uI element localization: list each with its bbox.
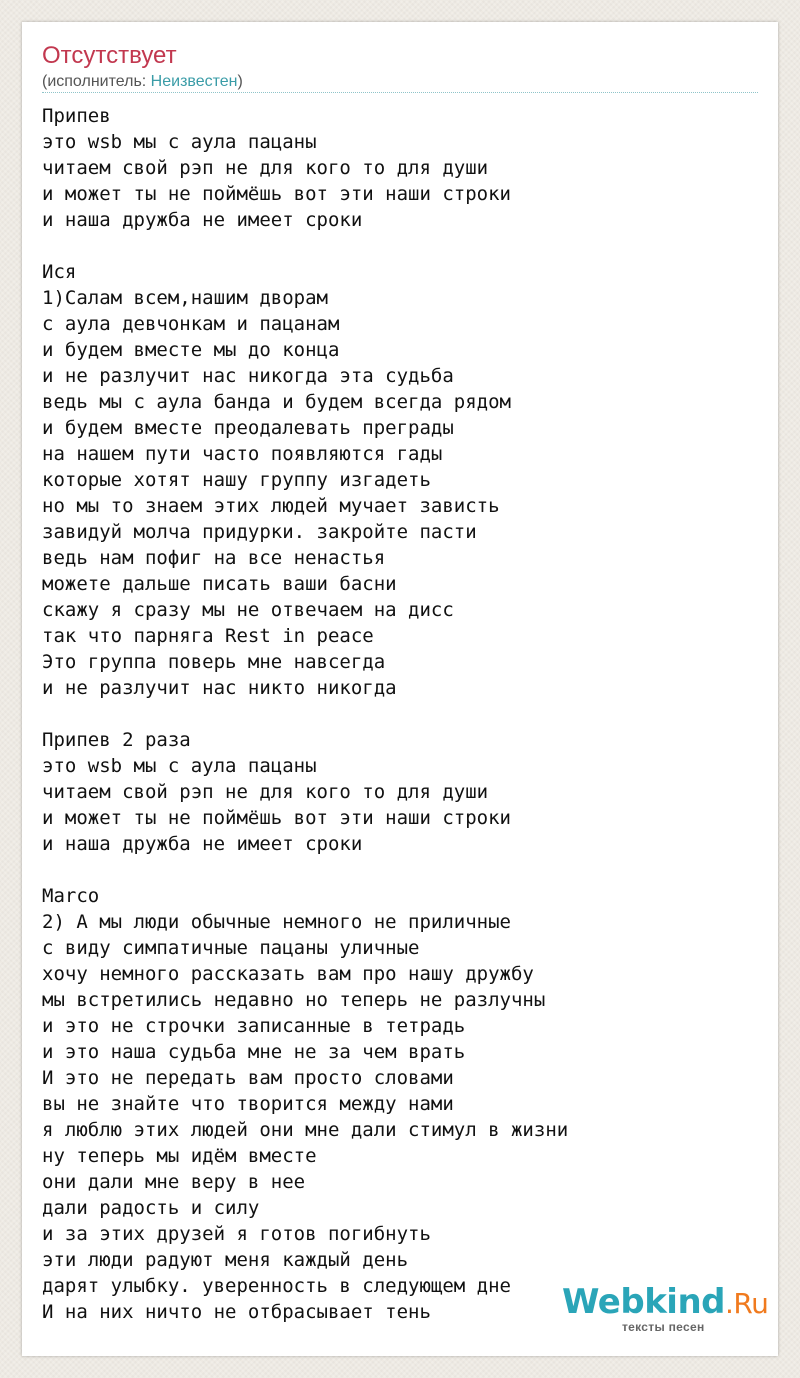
artist-line — [42, 72, 243, 92]
dotted-divider — [42, 92, 758, 93]
lyrics-card — [22, 22, 778, 1356]
logo-tagline: тексты песен — [622, 1320, 705, 1334]
artist-prefix: (исполнитель: — [42, 73, 151, 90]
logo-tld: .Ru — [725, 1287, 769, 1320]
webkind-logo[interactable] — [562, 1283, 768, 1323]
lyrics-text: Припев это wsb мы с аула пацаны читаем свой рэп не для кого то для души и может ты не поймёшь вот эти наши строки и наша дружба не имеет сроки Ися 1)Салам всем,нашим дворам с аула девчонкам и пацанам и будем вместе мы до конца и не разлучит нас никогда эта судьба ведь мы с аула банда и будем всегда рядом и будем вместе преодалевать преграды на нашем пути часто появляются гады которые хотят нашу группу изгадеть но мы то знаем этих людей мучает зависть завидуй молча придурки. закройте пасти ведь нам пофиг на все ненастья можете дальше писать ваши басни скажу я сразу мы не отвечаем на дисс так что парняга Rest in peace Это группа поверь мне навсегда и не разлучит нас никто никогда Припев 2 раза это wsb мы с аула пацаны читаем свой рэп не для кого то для души и может ты не поймёшь вот эти наши строки и наша дружба не имеет сроки Marco 2) А мы люди обычные немного не приличные с виду симпатичные пацаны уличные хочу немного рассказать вам про нашу дружбу мы встретились недавно но теперь не разлучны и это не строчки записанные в тетрадь и это наша судьба мне не за чем врать И это не передать вам просто словами вы не знайте что творится между нами я люблю этих людей они мне дали стимул в жизни ну теперь мы идём вместе они дали мне веру в нее дали радость и силу и за этих друзей я готов погибнуть эти люди радуют меня каждый день дарят улыбку. уверенность в следующем дне И на них ничто не отбрасывает тень — [42, 105, 569, 1323]
artist-suffix: ) — [237, 73, 243, 90]
song-title: Отсутствует — [42, 42, 177, 69]
artist-link[interactable]: Неизвестен — [150, 73, 238, 90]
logo-brand: Webkind — [562, 1282, 725, 1322]
